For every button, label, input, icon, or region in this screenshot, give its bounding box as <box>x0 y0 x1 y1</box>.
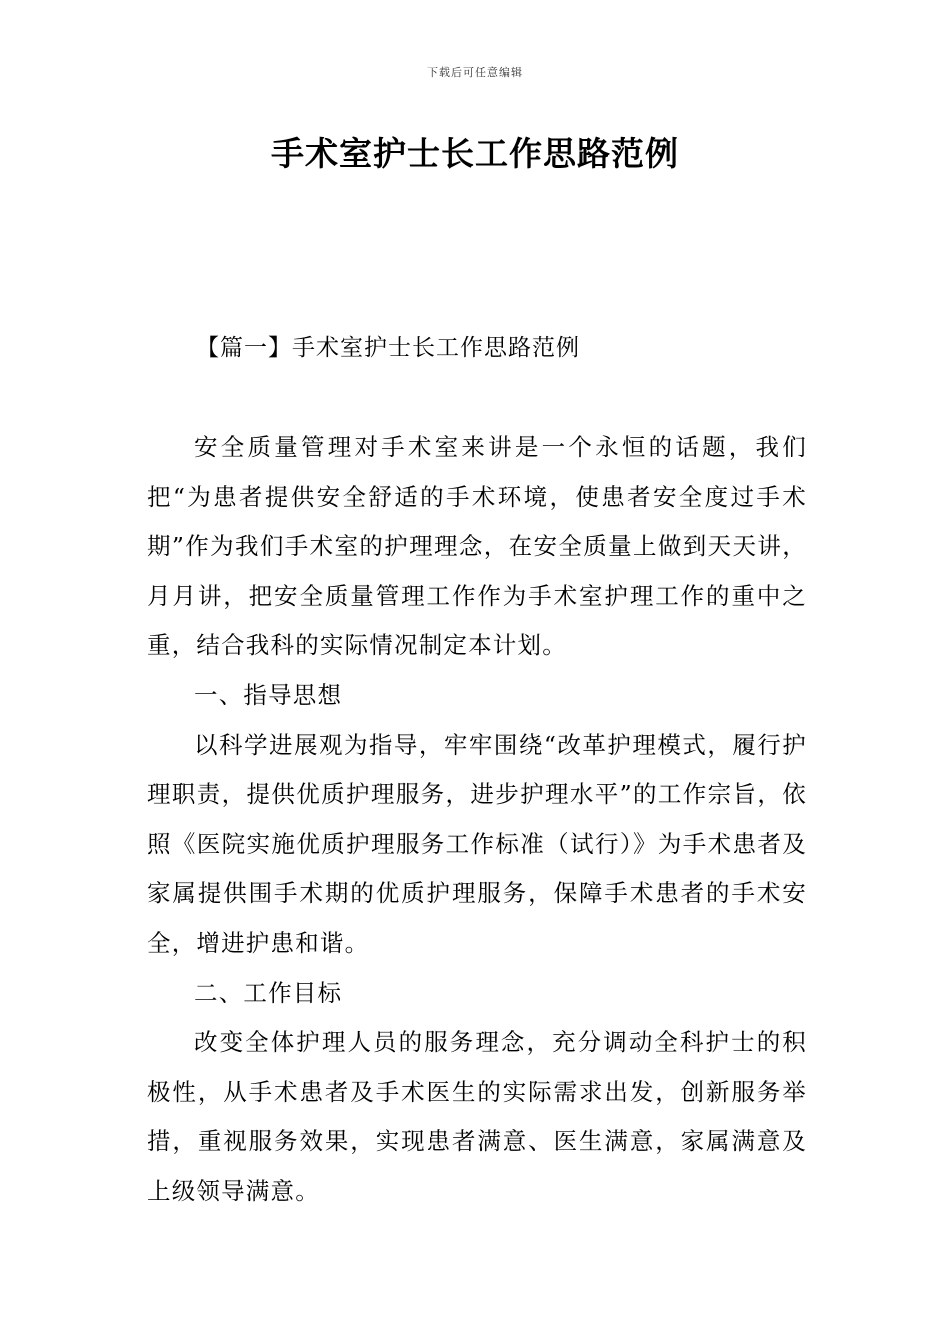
heading-guiding-thought: 一、指导思想 <box>194 680 343 709</box>
paragraph-guiding-thought: 以科学进展观为指导，牢牢围绕“改革护理模式，履行护理职责，提供优质护理服务，进步护理水平”的工作宗旨，依照《医院实施优质护理服务工作标准（试行）》为手术患者及家属提供围手术期的优质护理服务，保障手术患者的手术安全，增进护患和谐。 <box>147 730 807 957</box>
document-title: 手术室护士长工作思路范例 <box>271 134 679 173</box>
paragraph-work-goals: 改变全体护理人员的服务理念，充分调动全科护士的积极性，从手术患者及手术医生的实际需求出发，创新服务举措，重视服务效果，实现患者满意、医生满意，家属满意及上级领导满意。 <box>147 1028 807 1205</box>
heading-work-goals: 二、工作目标 <box>194 978 343 1007</box>
document-body <box>147 423 807 1217</box>
paragraph-intro: 安全质量管理对手术室来讲是一个永恒的话题，我们把“为患者提供安全舒适的手术环境，使患者安全度过手术期”作为我们手术室的护理理念，在安全质量上做到天天讲，月月讲，把安全质量管理工作作为手术室护理工作的重中之重，结合我科的实际情况制定本计划。 <box>147 433 807 660</box>
section-heading: 【篇一】手术室护士长工作思路范例 <box>196 335 580 361</box>
header-note: 下载后可任意编辑 <box>427 66 523 79</box>
